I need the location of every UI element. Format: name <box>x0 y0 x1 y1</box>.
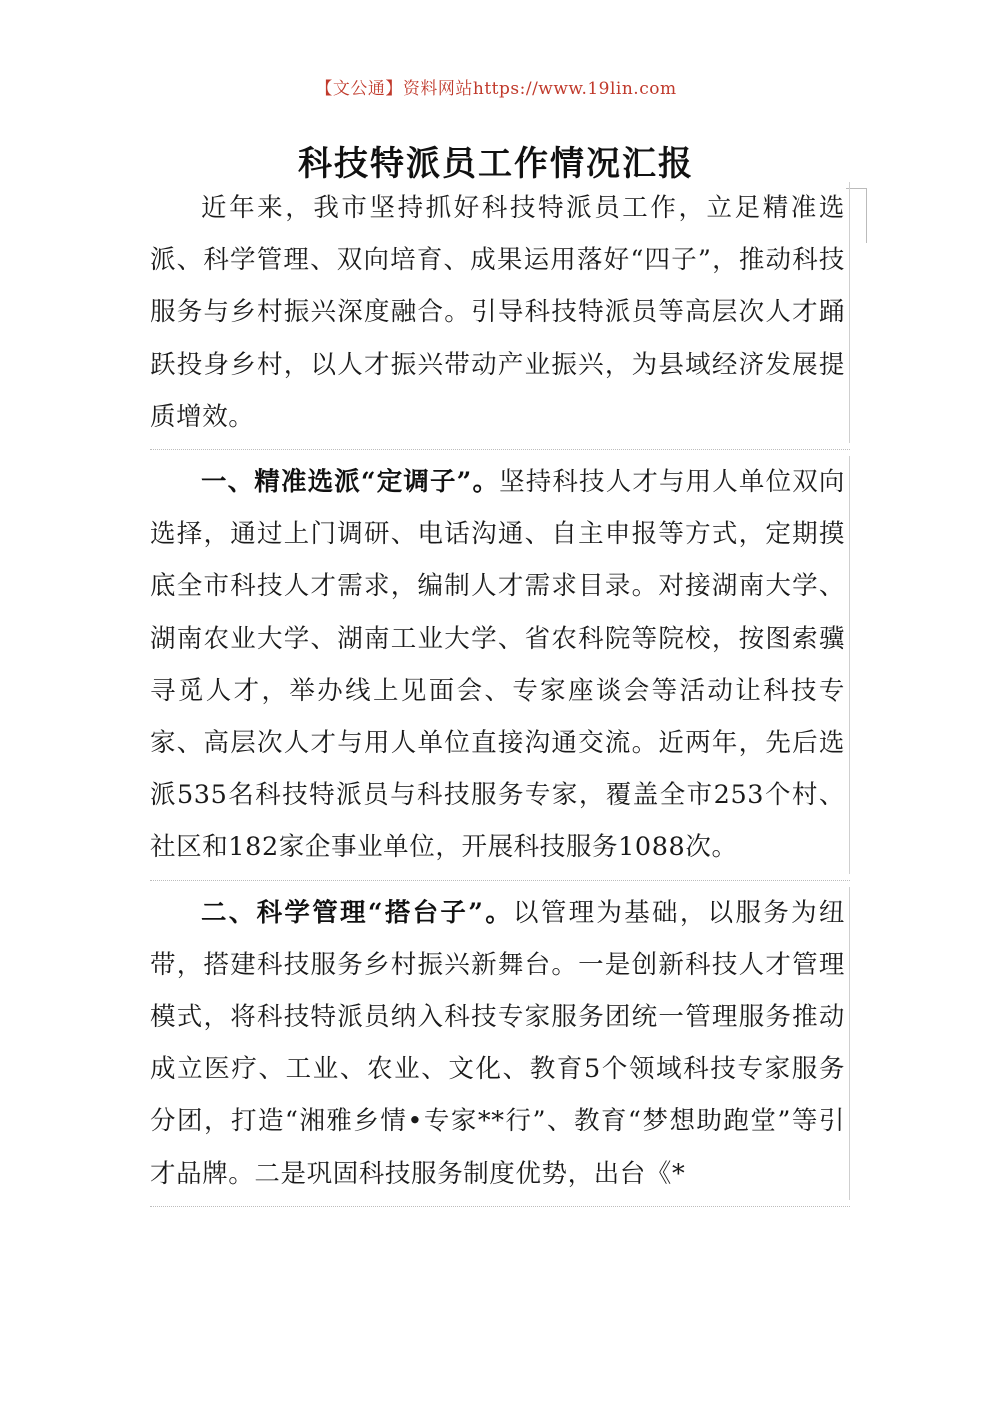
paragraph-separator <box>150 449 850 450</box>
section-paragraph-2 <box>150 887 850 1200</box>
intro-paragraph <box>150 182 850 443</box>
section-paragraph-1 <box>150 456 850 874</box>
paragraph-separator <box>150 1206 850 1207</box>
section-text-2: 以管理为基础，以服务为纽带，搭建科技服务乡村振兴新舞台。一是创新科技人才管理模式，将科技特派员纳入科技专家服务团统一管理服务推动成立医疗、工业、农业、文化、教育5个领域科技专家服务分团，打造“湘雅乡情•专家**行”、教育“梦想助跑堂”等引才品牌。二是巩固科技服务制度优势，出台《* <box>150 897 845 1189</box>
paragraph-separator <box>150 880 850 881</box>
site-watermark-header <box>0 74 992 99</box>
section-heading-2: 二、科学管理“搭台子”。 <box>201 897 514 928</box>
section-text-1: 坚持科技人才与用人单位双向选择，通过上门调研、电话沟通、自主申报等方式，定期摸底全市科技人才需求，编制人才需求目录。对接湖南大学、湖南农业大学、湖南工业大学、省农科院等院校，按图索骥寻觅人才，举办线上见面会、专家座谈会等活动让科技专家、高层次人才与用人单位直接沟通交流。近两年，先后选派535名科技特派员与科技服务专家，覆盖全市253个村、社区和182家企事业单位，开展科技服务1088次。 <box>150 467 845 863</box>
intro-text: 近年来，我市坚持抓好科技特派员工作，立足精准选派、科学管理、双向培育、成果运用落好“四子”，推动科技服务与乡村振兴深度融合。引导科技特派员等高层次人才踊跃投身乡村，以人才振兴带动产业振兴，为县域经济发展提质增效。 <box>150 193 845 432</box>
section-heading-1: 一、精准选派“定调子”。 <box>201 467 500 498</box>
document-body <box>150 182 850 1213</box>
document-title: 科技特派员工作情况汇报 <box>298 144 694 184</box>
watermark-text: 【文公通】资料网站https://www.19lin.com <box>315 79 677 99</box>
